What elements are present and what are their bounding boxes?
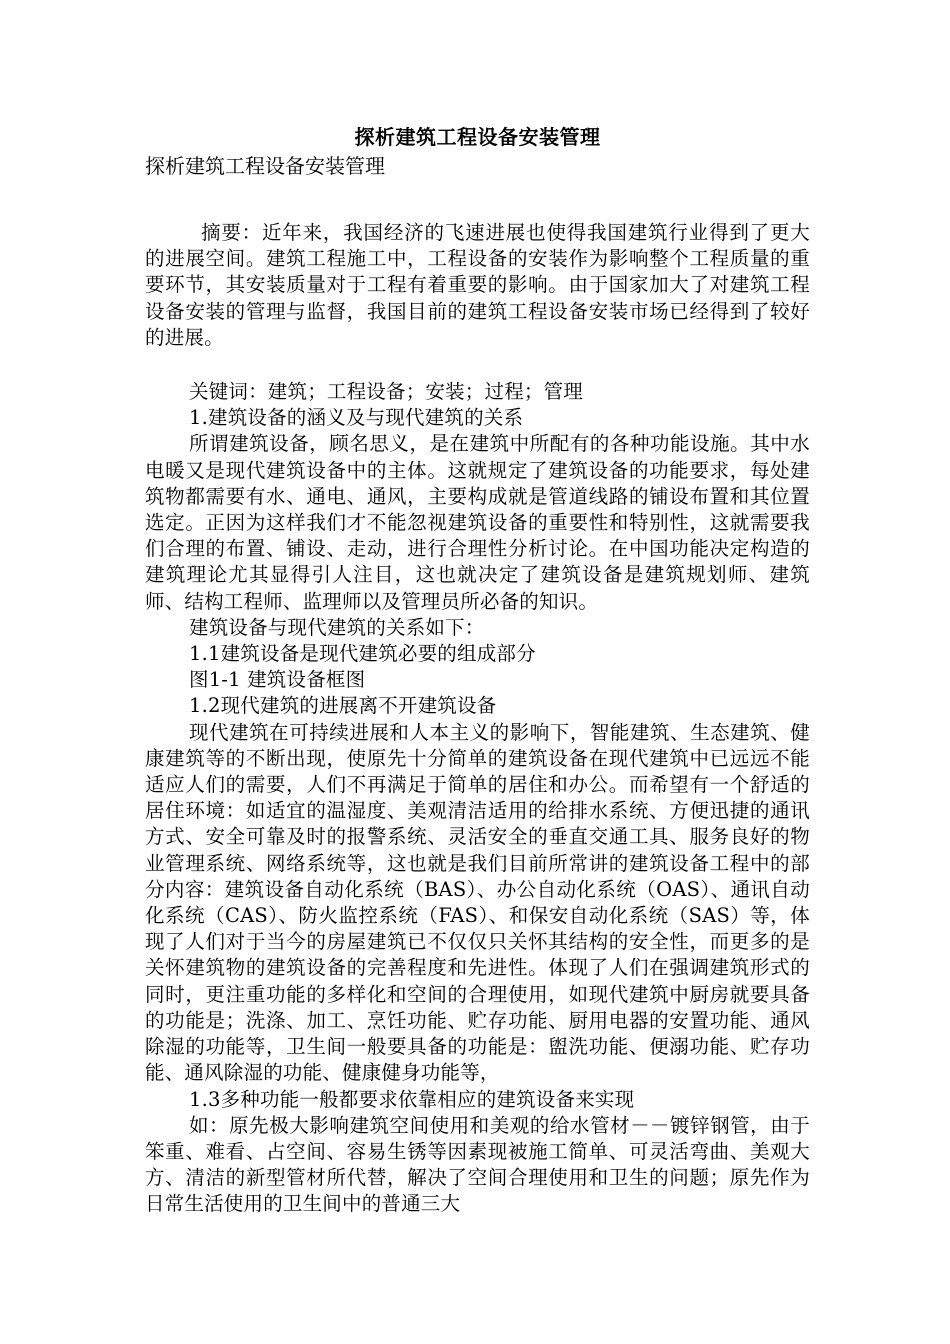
document-subtitle: 探析建筑工程设备安装管理 [145,154,385,178]
document-title: 探析建筑工程设备安装管理 [354,125,601,149]
figure-caption: 图1-1 建筑设备框图 [189,668,366,692]
abstract-paragraph: 摘要：近年来，我国经济的飞速进展也使得我国建筑行业得到了更大的进展空间。建筑工程施工中，工程设备的安装作为影响整个工程质量的重要环节，其安装质量对于工程有着重要的影响。由于国家加大了对建筑工程设备安装的管理与监督，我国目前的建筑工程设备安装市场已经得到了较好的进展。 [145,221,810,349]
section-1-paragraph: 所谓建筑设备，顾名思义，是在建筑中所配有的各种功能设施。其中水电暖又是现代建筑设备中的主体。这就规定了建筑设备的功能要求，每处建筑物都需要有水、通电、通风，主要构成就是管道线路的铺设布置和其位置选定。正因为这样我们才不能忽视建筑设备的重要性和特别性，这就需要我们合理的布置、铺设、走动，进行合理性分析讨论。在中国功能决定构造的建筑理论尤其显得引人注目，这也就决定了建筑设备是建筑规划师、建筑师、结构工程师、监理师以及管理员所必备的知识。 [145,432,810,613]
section-1-heading: 1.建筑设备的涵义及与现代建筑的关系 [189,406,524,430]
section-1-1-heading: 1.1建筑设备是现代建筑必要的组成部分 [189,642,536,666]
section-1-3-heading: 1.3多种功能一般都要求依靠相应的建筑设备来实现 [189,1087,635,1111]
keywords-line: 关键词：建筑；工程设备；安装；过程；管理 [189,380,584,404]
document-page [145,122,810,1218]
relation-intro: 建筑设备与现代建筑的关系如下： [189,615,485,639]
section-1-2-paragraph: 现代建筑在可持续进展和人本主义的影响下，智能建筑、生态建筑、健康建筑等的不断出现，使原先十分简单的建筑设备在现代建筑中已远远不能适应人们的需要，人们不再满足于简单的居住和办公。而希望有一个舒适的居住环境：如适宜的温湿度、美观清洁适用的给排水系统、方便迅捷的通讯方式、安全可靠及时的报警系统、灵活安全的垂直交通工具、服务良好的物业管理系统、网络系统等，这也就是我们目前所常讲的建筑设备工程中的部分内容：建筑设备自动化系统（BAS）、办公自动化系统（OAS）、通讯自动化系统（CAS）、防火监控系统（FAS）、和保安自动化系统（SAS）等，体现了人们对于当今的房屋建筑已不仅仅只关怀其结构的安全性，而更多的是关怀建筑物的建筑设备的完善程度和先进性。体现了人们在强调建筑形式的同时，更注重功能的多样化和空间的合理使用，如现代建筑中厨房就要具备的功能是；洗涤、加工、烹饪功能、贮存功能、厨用电器的安置功能、通风除湿的功能等，卫生间一般要具备的功能是：盥洗功能、便溺功能、贮存功能、通风除湿的功能、健康健身功能等， [145,720,810,1085]
section-1-2-heading: 1.2现代建筑的进展离不开建筑设备 [189,694,497,718]
section-1-3-paragraph: 如：原先极大影响建筑空间使用和美观的给水管材－－镀锌钢管，由于笨重、难看、占空间、容易生锈等因素现被施工简单、可灵活弯曲、美观大方、清洁的新型管材所代替，解决了空间合理使用和卫生的问题；原先作为日常生活使用的卫生间中的普通三大 [145,1113,810,1216]
